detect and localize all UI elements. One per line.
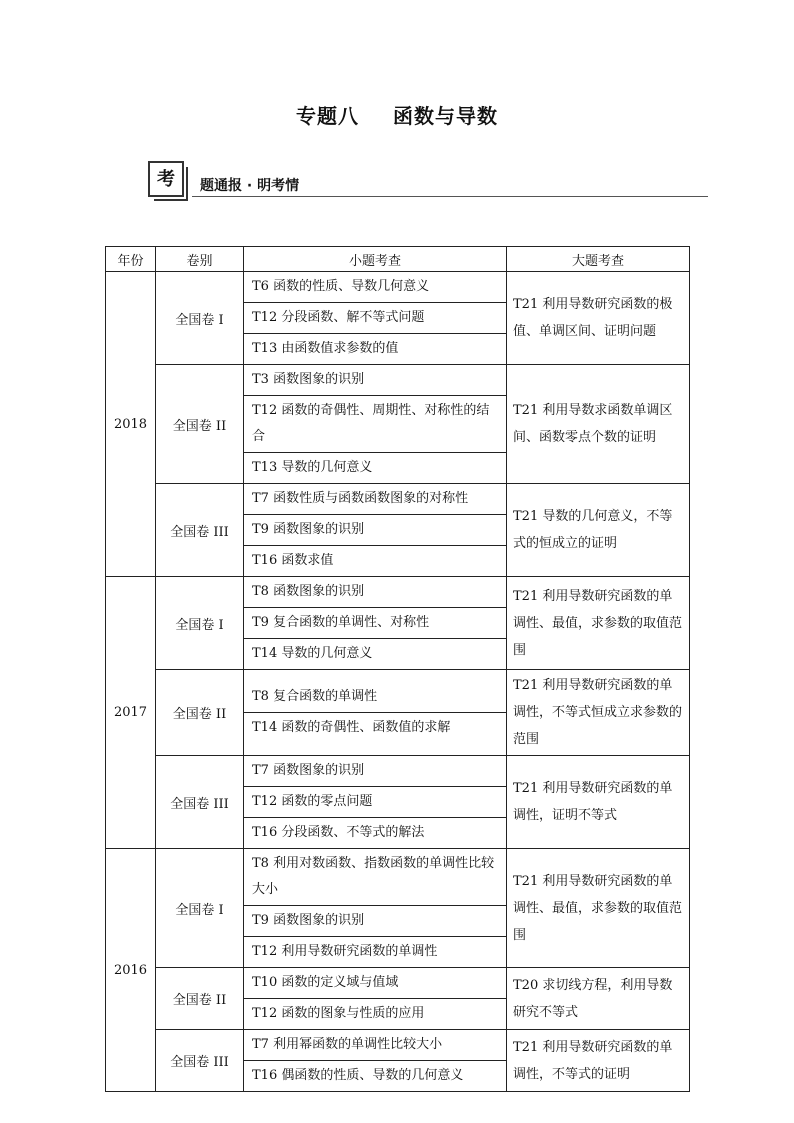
- small-question-item: T9 函数图象的识别: [244, 514, 506, 545]
- page-title: [0, 100, 794, 129]
- small-questions-cell: [244, 1030, 507, 1092]
- big-question-cell: T21 利用导数求函数单调区间、函数零点个数的证明: [507, 365, 690, 484]
- big-question-cell: T21 利用导数研究函数的单调性，不等式恒成立求参数的范围: [507, 670, 690, 756]
- table-row: [106, 670, 690, 756]
- small-question-item: T13 由函数值求参数的值: [244, 333, 506, 364]
- small-questions-cell: [244, 272, 507, 365]
- year-cell: 2018: [106, 272, 156, 577]
- banner-text: 题通报 · 明考情: [200, 178, 300, 194]
- big-question-cell: T21 利用导数研究函数的单调性，不等式的证明: [507, 1030, 690, 1092]
- small-question-item: T8 利用对数函数、指数函数的单调性比较大小: [252, 856, 495, 897]
- small-question-item: T9 复合函数的单调性、对称性: [244, 607, 506, 638]
- title-part-1: 专题八: [296, 104, 359, 128]
- small-question-item: T7 函数图象的识别: [252, 763, 365, 778]
- big-question-cell: T20 求切线方程，利用导数研究不等式: [507, 968, 690, 1030]
- small-questions-cell: [244, 670, 507, 756]
- title-part-2: 函数与导数: [393, 104, 498, 128]
- paper-cell: 全国卷 II: [156, 968, 244, 1030]
- paper-cell: 全国卷 I: [156, 849, 244, 968]
- small-questions-cell: [244, 849, 507, 968]
- paper-cell: 全国卷 I: [156, 577, 244, 670]
- small-question-item: T7 利用幂函数的单调性比较大小: [252, 1037, 443, 1052]
- small-question-item: T12 利用导数研究函数的单调性: [244, 936, 506, 967]
- paper-cell: 全国卷 III: [156, 1030, 244, 1092]
- small-question-item: T9 函数图象的识别: [244, 905, 506, 936]
- table-row: [106, 577, 690, 670]
- header-big-questions: 大题考查: [507, 247, 690, 272]
- header-year: 年份: [106, 247, 156, 272]
- small-question-item: T7 函数性质与函数函数图象的对称性: [252, 491, 469, 506]
- small-questions-cell: [244, 577, 507, 670]
- small-question-item: T8 复合函数的单调性: [252, 689, 378, 704]
- small-question-item: T12 函数的奇偶性、周期性、对称性的结合: [244, 395, 506, 452]
- table-row: [106, 756, 690, 849]
- table-row: [106, 968, 690, 1030]
- paper-cell: 全国卷 III: [156, 756, 244, 849]
- small-question-item: T16 函数求值: [244, 545, 506, 576]
- table-body: [106, 272, 690, 1092]
- small-question-item: T8 函数图象的识别: [252, 584, 365, 599]
- small-questions-cell: [244, 365, 507, 484]
- small-question-item: T6 函数的性质、导数几何意义: [252, 279, 430, 294]
- small-questions-cell: [244, 756, 507, 849]
- table-row: [106, 365, 690, 484]
- small-questions-cell: [244, 484, 507, 577]
- big-question-cell: T21 利用导数研究函数的极值、单调区间、证明问题: [507, 272, 690, 365]
- small-question-item: T3 函数图象的识别: [252, 372, 365, 387]
- year-cell: 2016: [106, 849, 156, 1092]
- table-row: [106, 272, 690, 365]
- header-small-questions: 小题考查: [244, 247, 507, 272]
- exam-table: [105, 246, 690, 1092]
- small-questions-cell: [244, 968, 507, 1030]
- paper-cell: 全国卷 II: [156, 670, 244, 756]
- banner-rule: [192, 196, 708, 197]
- header-paper: 卷别: [156, 247, 244, 272]
- small-question-item: T12 函数的零点问题: [244, 786, 506, 817]
- year-cell: 2017: [106, 577, 156, 849]
- small-question-item: T12 分段函数、解不等式问题: [244, 302, 506, 333]
- table-header-row: [106, 247, 690, 272]
- paper-cell: 全国卷 III: [156, 484, 244, 577]
- big-question-cell: T21 导数的几何意义，不等式的恒成立的证明: [507, 484, 690, 577]
- paper-cell: 全国卷 II: [156, 365, 244, 484]
- small-question-item: T14 导数的几何意义: [244, 638, 506, 669]
- table-row: [106, 849, 690, 968]
- small-question-item: T13 导数的几何意义: [244, 452, 506, 483]
- section-banner: [148, 161, 708, 205]
- small-question-item: T12 函数的图象与性质的应用: [244, 998, 506, 1029]
- small-question-item: T10 函数的定义域与值域: [252, 975, 399, 990]
- banner-char: 考: [157, 169, 175, 190]
- small-question-item: T16 偶函数的性质、导数的几何意义: [244, 1060, 506, 1091]
- small-question-item: T14 函数的奇偶性、函数值的求解: [244, 712, 506, 743]
- big-question-cell: T21 利用导数研究函数的单调性，证明不等式: [507, 756, 690, 849]
- table-row: [106, 1030, 690, 1092]
- big-question-cell: T21 利用导数研究函数的单调性、最值，求参数的取值范围: [507, 849, 690, 968]
- paper-cell: 全国卷 I: [156, 272, 244, 365]
- table-row: [106, 484, 690, 577]
- small-question-item: T16 分段函数、不等式的解法: [244, 817, 506, 848]
- big-question-cell: T21 利用导数研究函数的单调性、最值，求参数的取值范围: [507, 577, 690, 670]
